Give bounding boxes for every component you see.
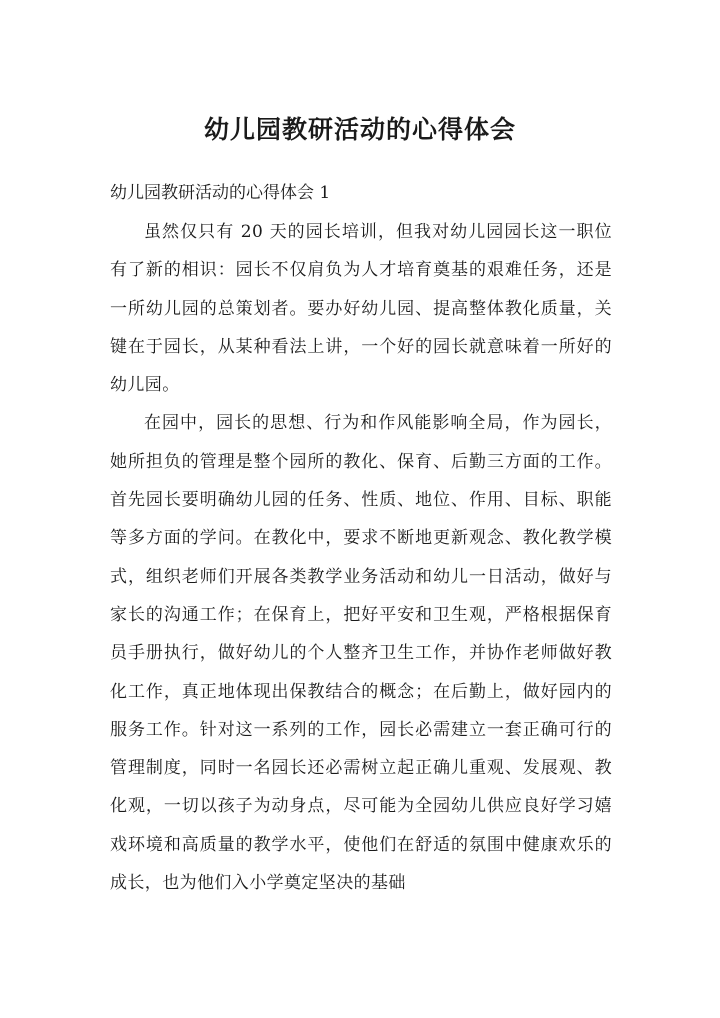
paragraph-1: 虽然仅只有 20 天的园长培训，但我对幼儿园园长这一职位有了新的相识：园长不仅肩负为人才培育奠基的艰难任务，还是一所幼儿园的总策划者。要办好幼儿园、提高整体教化质量，关键在于园长，从某种看法上讲，一个好的园长就意味着一所好的幼儿园。 [110, 222, 612, 396]
document-body [110, 173, 612, 902]
section-title: 幼儿园教研活动的心得体会 1 [110, 183, 331, 203]
paragraph-2: 在园中，园长的思想、行为和作风能影响全局，作为园长，她所担负的管理是整个园所的教化、保育、后勤三方面的工作。首先园长要明确幼儿园的任务、性质、地位、作用、目标、职能等多方面的学问。在教化中，要求不断地更新观念、教化教学模式，组织老师们开展各类教学业务活动和幼儿一日活动，做好与家长的沟通工作；在保育上，把好平安和卫生观，严格根据保育员手册执行，做好幼儿的个人整齐卫生工作，并协作老师做好教化工作，真正地体现出保教结合的概念；在后勤上，做好园内的服务工作。针对这一系列的工作，园长必需建立一套正确可行的管理制度，同时一名园长还必需树立起正确儿重观、发展观、教化观，一切以孩子为动身点，尽可能为全园幼儿供应良好学习嬉戏环境和高质量的教学水平，使他们在舒适的氛围中健康欢乐的成长，也为他们入小学奠定坚决的基础 [110, 413, 612, 894]
document-title: 幼儿园教研活动的心得体会 [203, 115, 516, 144]
